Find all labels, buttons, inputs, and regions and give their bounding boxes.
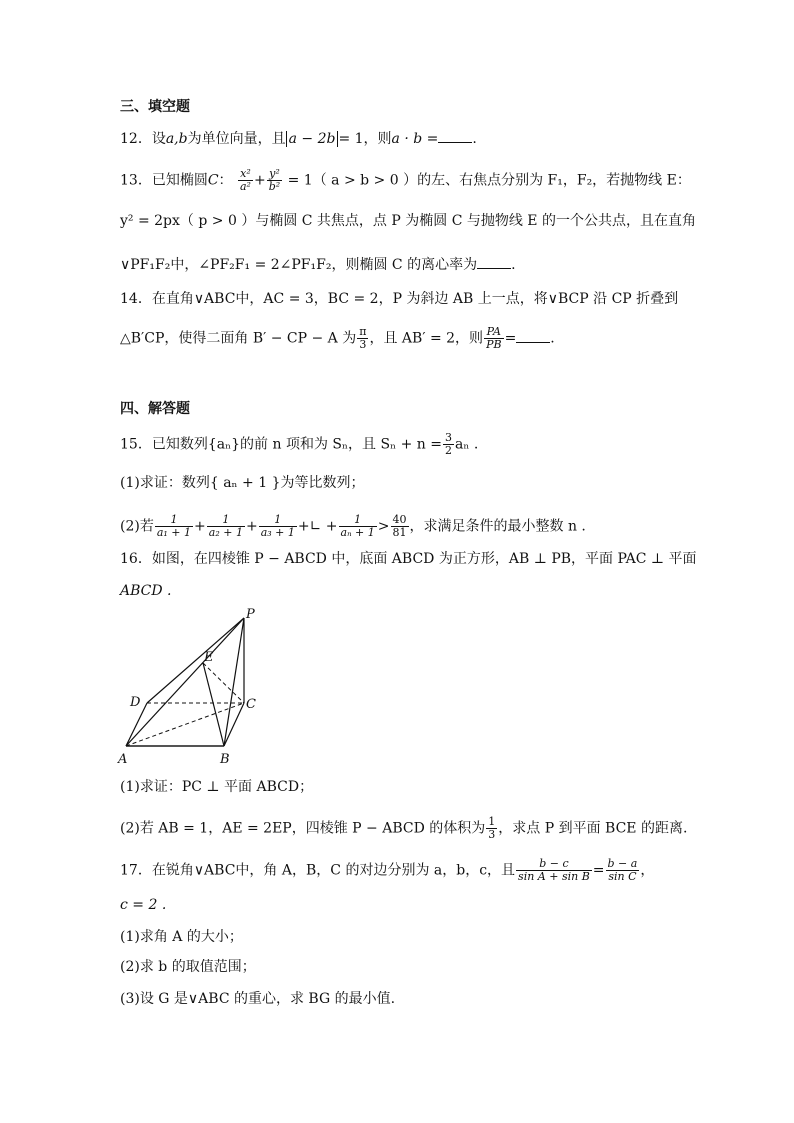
question-17-line-2: c = 2 . bbox=[120, 897, 167, 913]
edge-pd bbox=[147, 618, 244, 703]
question-17-line-1: 17．在锐角∨ABC中，角 A，B，C 的对边分别为 a，b，c，且 $\frac{b - c}{\text{sin A + sin B}}$ = $\frac{b - a}{\text{sin C}}$ ， bbox=[120, 857, 655, 883]
fraction-bc-sinAB: $\frac{b - c}{\text{sin A + sin B}}$ bbox=[518, 857, 590, 883]
fraction-term-2: $\frac{1}{\text{a₂ + 1}}$ bbox=[208, 513, 243, 539]
fraction-term-n: $\frac{1}{\text{aₙ + 1}}$ bbox=[340, 513, 375, 539]
question-14-line-1: 14．在直角∨ABC中，AC = 3，BC = 2，P 为斜边 AB 上一点，将∨BCP 沿 CP 折叠到 bbox=[120, 291, 679, 307]
question-16-line-2: ABCD . bbox=[120, 583, 172, 599]
pyramid-figure bbox=[112, 606, 272, 768]
label-d: D bbox=[130, 695, 141, 710]
section-answer-title: 四、解答题 bbox=[120, 401, 190, 417]
label-e: E bbox=[204, 650, 214, 665]
fraction-40-81: $\frac{40}{81}$ bbox=[392, 513, 407, 539]
label-p: P bbox=[246, 607, 255, 622]
question-14-line-2: △B′CP，使得二面角 B′ − CP − A 为 $\frac{\pi}{3}$ ，且 AB′ = 2，则 $\frac{PA}{PB}$ = . bbox=[120, 325, 555, 351]
abs-expression: a − 2b bbox=[286, 131, 339, 147]
question-16-line-1: 16．如图，在四棱锥 P − ABCD 中，底面 ABCD 为正方形，AB ⊥ PB，平面 PAC ⊥ 平面 bbox=[120, 551, 697, 567]
question-12: 12．设a,b为单位向量，且 a − 2b = 1，则a · b = . bbox=[120, 131, 477, 147]
label-c: C bbox=[246, 697, 256, 712]
fraction-term-3: $\frac{1}{\text{a₃ + 1}}$ bbox=[260, 513, 295, 539]
question-15-part-1: (1)求证：数列{ aₙ + 1 }为等比数列； bbox=[120, 475, 365, 491]
answer-blank[interactable] bbox=[516, 330, 550, 343]
fraction-1-3: $\frac{1}{3}$ bbox=[488, 815, 496, 841]
question-17-part-1: (1)求角 A 的大小； bbox=[120, 929, 243, 945]
fraction-3-2: $\frac{3}{2}$ bbox=[444, 431, 452, 457]
fraction-x2-a2: $\frac{\text{x²}}{\text{a²}}$ bbox=[240, 167, 251, 193]
question-16-part-2: (2)若 AB = 1，AE = 2EP，四棱锥 P − ABCD 的体积为 $\frac{1}{3}$ ，求点 P 到平面 BCE 的距离. bbox=[120, 815, 688, 841]
fraction-pa-pb: $\frac{PA}{PB}$ bbox=[486, 325, 502, 351]
segment-ec-hidden bbox=[203, 663, 244, 703]
question-16-part-1: (1)求证：PC ⊥ 平面 ABCD； bbox=[120, 779, 314, 795]
question-13-line-3: ∨PF₁F₂中，∠PF₂F₁ = 2∠PF₁F₂，则椭圆 C 的离心率为 . bbox=[120, 257, 516, 273]
label-b: B bbox=[220, 752, 230, 767]
fraction-y2-b2: $\frac{\text{y²}}{\text{b²}}$ bbox=[268, 167, 281, 193]
fraction-ba-sinC: $\frac{b - a}{\text{sin C}}$ bbox=[607, 857, 638, 883]
question-17-part-3: (3)设 G 是∨ABC 的重心，求 BG 的最小值. bbox=[120, 991, 396, 1007]
question-13-line-1: 13．已知椭圆C： $\frac{\text{x²}}{\text{a²}}$ + $\frac{\text{y²}}{\text{b²}}$ = 1（ a > b > 0 ）的左、右焦点分别为 F₁，F₂，若抛物线 E： bbox=[120, 167, 691, 193]
question-13-line-2: y² = 2px（ p > 0 ）与椭圆 C 共焦点，点 P 为椭圆 C 与抛物线 E 的一个公共点，且在直角 bbox=[120, 213, 696, 229]
question-17-part-2: (2)求 b 的取值范围； bbox=[120, 959, 256, 975]
segment-eb bbox=[203, 663, 224, 746]
answer-blank[interactable] bbox=[438, 130, 472, 143]
vectors-ab: a,b bbox=[165, 131, 188, 147]
answer-blank[interactable] bbox=[477, 256, 511, 269]
edge-pa bbox=[126, 618, 244, 746]
fraction-term-1: $\frac{1}{\text{a₁ + 1}}$ bbox=[156, 513, 192, 539]
question-15-line-1: 15．已知数列{aₙ}的前 n 项和为 Sₙ，且 Sₙ + n = $\frac{3}{2}$ aₙ . bbox=[120, 431, 479, 457]
question-15-part-2: (2)若 $\frac{1}{\text{a₁ + 1}}$ + $\frac{1}{\text{a₂ + 1}}$ + $\frac{1}{\text{a₃ + 1}}$ +∟ + $\frac{1}{\text{aₙ + 1}}$ > $\frac{40}{81}$ ，求满足条件的最小整数 n . bbox=[120, 513, 586, 539]
fraction-pi-3: $\frac{\pi}{3}$ bbox=[359, 325, 367, 351]
section-fill-in-title: 三、填空题 bbox=[120, 99, 190, 115]
label-a: A bbox=[118, 752, 128, 767]
